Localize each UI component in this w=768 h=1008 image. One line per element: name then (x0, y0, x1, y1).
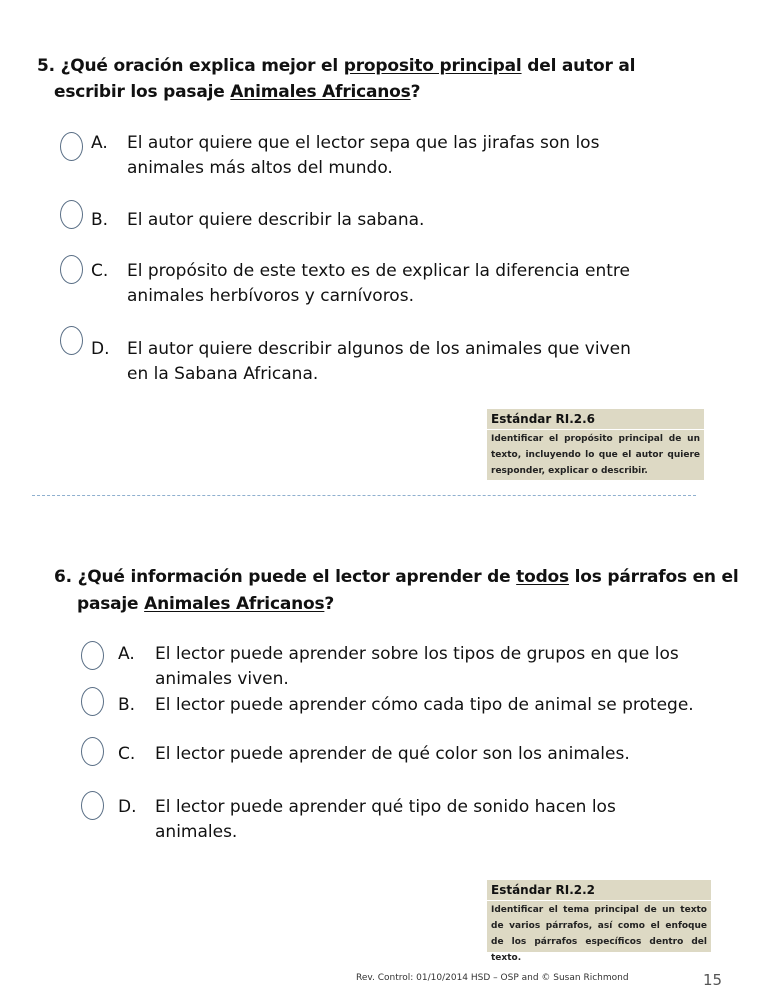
q6-stem-text: ¿Qué información puede el lector aprender de (71, 567, 517, 587)
q6-option-d-line2: animales. (155, 822, 238, 842)
q6-underlined-word: todos (516, 567, 569, 587)
q5-stem-line1 (37, 54, 635, 79)
q5-standard-description: Identificar el propósito principal de un texto, incluyendo lo que el autor quiere responder, explicar o describir. (491, 434, 700, 476)
q5-option-d-bubble[interactable] (60, 326, 83, 355)
q5-question-mark: ? (410, 82, 421, 102)
q6-option-d-letter: D. (118, 797, 137, 817)
q5-standard-title: Estándar RI.2.6 (487, 409, 704, 430)
q6-stem-line2-text: pasaje (77, 594, 145, 614)
q5-option-d-line1: El autor quiere describir algunos de los animales que viven (127, 339, 631, 359)
q5-standard-box (487, 409, 704, 480)
q6-standard-title: Estándar RI.2.2 (487, 880, 711, 901)
page-number: 15 (703, 971, 723, 989)
q6-option-c-letter: C. (118, 744, 136, 764)
q5-number: 5 (37, 56, 49, 76)
q5-option-a-line2: animales más altos del mundo. (127, 158, 393, 178)
q5-underlined-phrase: proposito principal (343, 56, 522, 76)
q5-option-a-letter: A. (91, 133, 108, 153)
q6-passage-title: Animales Africanos (144, 594, 325, 614)
q6-option-a-letter: A. (118, 644, 135, 664)
q5-option-d-line2: en la Sabana Africana. (127, 364, 319, 384)
q5-option-a-bubble[interactable] (60, 132, 83, 161)
q6-option-b-letter: B. (118, 695, 136, 715)
q5-option-c-line1: El propósito de este texto es de explicar la diferencia entre (127, 261, 630, 281)
q6-option-d-bubble[interactable] (81, 791, 104, 820)
q5-option-c-letter: C. (91, 261, 109, 281)
q6-option-a-bubble[interactable] (81, 641, 104, 670)
q5-passage-title: Animales Africanos (230, 82, 411, 102)
q5-stem-text: . ¿Qué oración explica mejor el (48, 56, 344, 76)
q6-standard-description: Identificar el tema principal de un texto de varios párrafos, así como el enfoque de los párrafos específicos dentro del texto. (491, 905, 707, 963)
q6-option-c-bubble[interactable] (81, 737, 104, 766)
question-separator (32, 495, 696, 496)
q5-option-a-line1: El autor quiere que el lector sepa que las jirafas son los (127, 133, 600, 153)
q6-stem-text-end: los párrafos en el (568, 567, 739, 587)
q6-option-a-line1: El lector puede aprender sobre los tipos de grupos en que los (155, 644, 679, 664)
q6-question-mark: ? (324, 594, 335, 614)
q5-stem-line2 (54, 80, 420, 105)
q6-number: 6. (54, 567, 72, 587)
q6-option-d-line1: El lector puede aprender qué tipo de sonido hacen los (155, 797, 616, 817)
q5-option-c-bubble[interactable] (60, 255, 83, 284)
q5-option-d-letter: D. (91, 339, 110, 359)
q5-option-b-bubble[interactable] (60, 200, 83, 229)
q5-stem-line2-text: escribir los pasaje (54, 82, 231, 102)
q6-option-a-line2: animales viven. (155, 669, 289, 689)
q5-stem-text-end: del autor al (521, 56, 636, 76)
footer-revision-text: Rev. Control: 01/10/2014 HSD – OSP and © Susan Richmond (356, 973, 629, 983)
q6-option-b-line1: El lector puede aprender cómo cada tipo de animal se protege. (155, 695, 694, 715)
q5-option-c-line2: animales herbívoros y carnívoros. (127, 286, 414, 306)
q5-option-b-line1: El autor quiere describir la sabana. (127, 210, 425, 230)
q6-option-b-bubble[interactable] (81, 687, 104, 716)
q6-stem-line2 (77, 592, 334, 617)
q6-standard-box (487, 880, 711, 963)
q6-stem-line1 (54, 565, 739, 590)
q6-option-c-line1: El lector puede aprender de qué color son los animales. (155, 744, 630, 764)
q5-option-b-letter: B. (91, 210, 109, 230)
